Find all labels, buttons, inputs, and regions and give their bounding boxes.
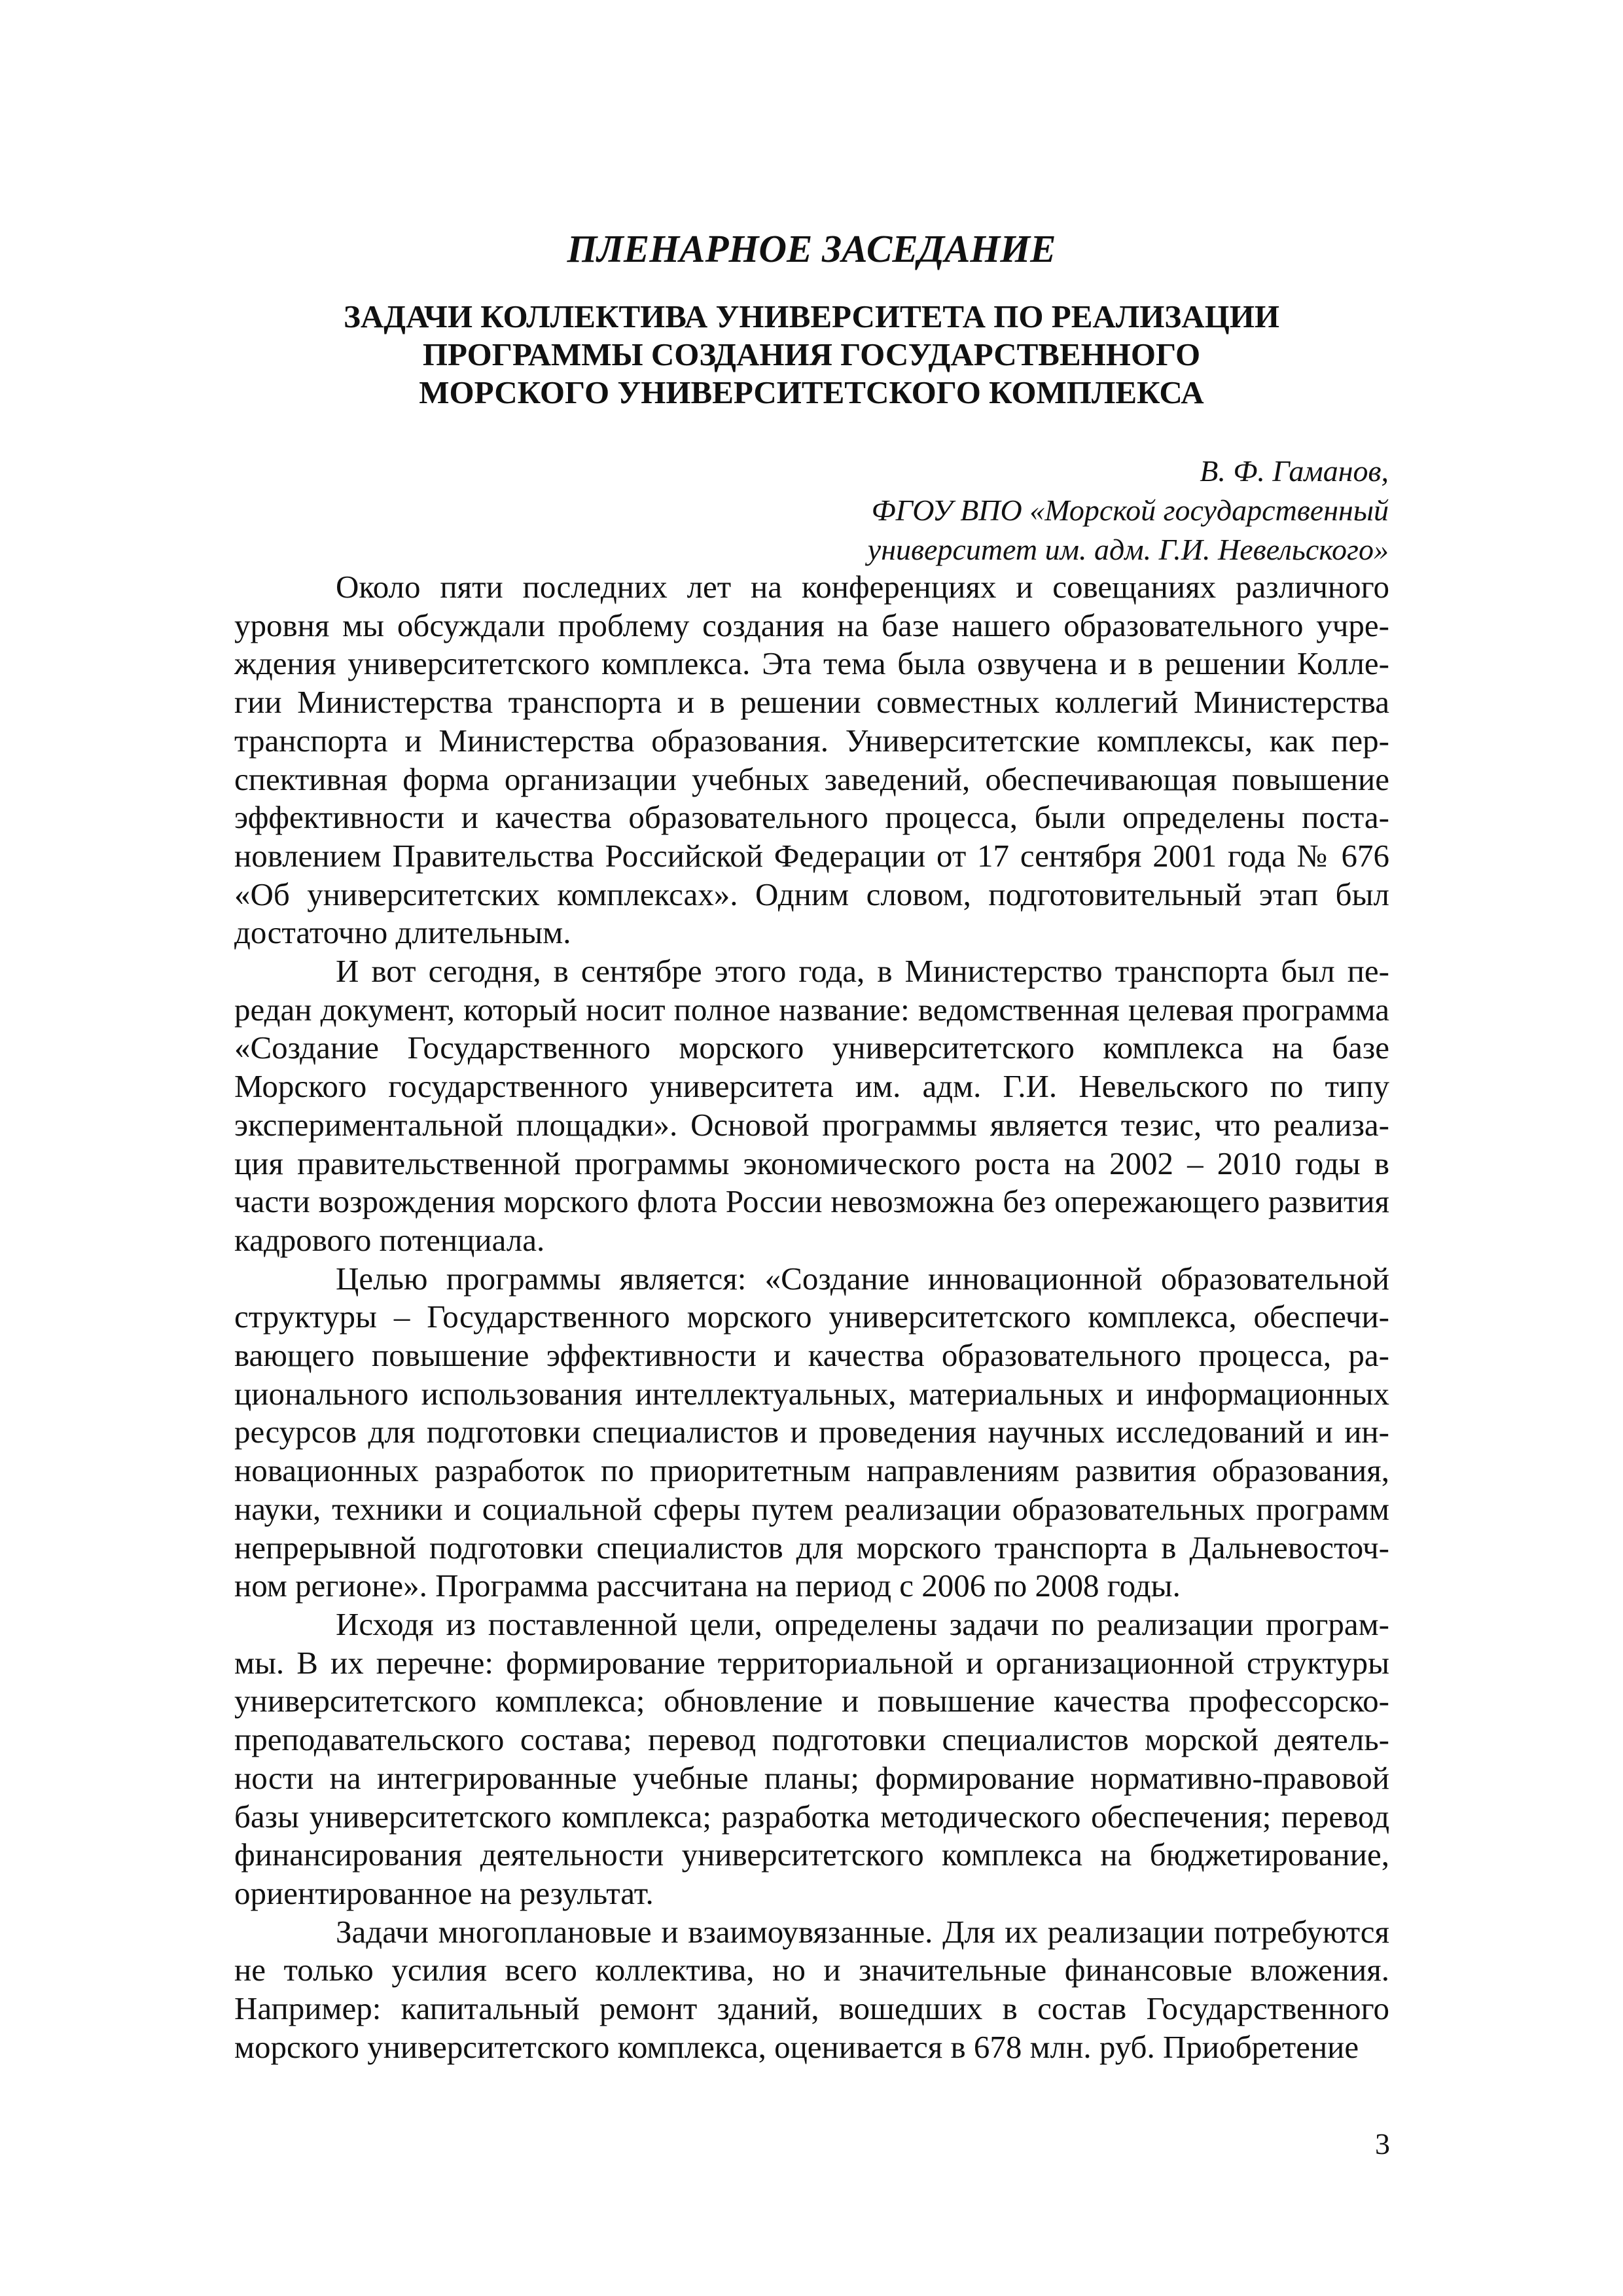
article-title	[236, 298, 1387, 412]
article-title-line: ЗАДАЧИ КОЛЛЕКТИВА УНИВЕРСИТЕТА ПО РЕАЛИЗАЦИИ	[344, 298, 1279, 334]
page-number: 3	[1375, 2127, 1390, 2161]
article-body	[234, 568, 1389, 2066]
author-name: В. Ф. Гаманов,	[1200, 454, 1389, 488]
paragraph: Около пяти последних лет на конференциях и совещаниях различного уровня мы обсуждали проблему создания на базе нашего образовательного учреждения университетского комплекса. Эта тема была озвучена и в решении Коллегии Министерства транспорта и в решении совместных коллегий Министерства транспорта и Министерства образования. Университетские комплексы, как перспективная форма организации учебных заведений, обеспечивающая повышение эффективности и качества образовательного процесса, были определены постановлением Правительства Российской Федерации от 17 сентября 2001 года № 676 «Об университетских комплексах». Одним словом, подготовительный этап был достаточно длительным.	[234, 569, 1389, 951]
paragraph: Исходя из поставленной цели, определены задачи по реализации программы. В их перечне: формирование территориальной и организационной структуры университетского комплекса; обновление и повышение качества профессорско-преподавательского состава; перевод подготовки специалистов морской деятельности на интегрированные учебные планы; формирование нормативно-правовой базы университетского комплекса; разработка методического обеспечения; перевод финансирования деятельности университетского комплекса на бюджетирование, ориентированное на результат.	[234, 1605, 1389, 1911]
affiliation-line: университет им. адм. Г.И. Невельского»	[867, 533, 1389, 566]
author-block	[236, 452, 1389, 569]
paragraph: Целью программы является: «Создание инновационной образовательной структуры – Государственного морского университетского комплекса, обеспечивающего повышение эффективности и качества образовательного процесса, рационального использования интеллектуальных, материальных и информационных ресурсов для подготовки специалистов и проведения научных исследований и инновационных разработок по приоритетным направлениям развития образования, науки, техники и социальной сферы путем реализации образовательных программ непрерывной подготовки специалистов для морского транспорта в Дальневосточном регионе». Программа рассчитана на период с 2006 по 2008 годы.	[234, 1260, 1389, 1604]
affiliation-line: ФГОУ ВПО «Морской государственный	[871, 493, 1389, 527]
section-title: ПЛЕНАРНОЕ ЗАСЕДАНИЕ	[567, 227, 1056, 270]
article-title-line: МОРСКОГО УНИВЕРСИТЕТСКОГО КОМПЛЕКСА	[419, 374, 1204, 410]
paragraph: И вот сегодня, в сентябре этого года, в Министерство транспорта был передан документ, который носит полное название: ведомственная целевая программа «Создание Государственного морского университетского комплекса на базе Морского государственного университета им. адм. Г.И. Невельского по типу экспериментальной площадки». Основой программы является тезис, что реализация правительственной программы экономического роста на 2002 – 2010 годы в части возрождения морского флота России невозможна без опережающего развития кадрового потенциала.	[234, 953, 1389, 1258]
paragraph: Задачи многоплановые и взаимоувязанные. Для их реализации потребуются не только усилия всего коллектива, но и значительные финансовые вложения. Например: капитальный ремонт зданий, вошедших в состав Государственного морского университетского комплекса, оценивается в 678 млн. руб. Приобретение	[234, 1913, 1389, 2065]
article-title-line: ПРОГРАММЫ СОЗДАНИЯ ГОСУДАРСТВЕННОГО	[422, 336, 1201, 372]
